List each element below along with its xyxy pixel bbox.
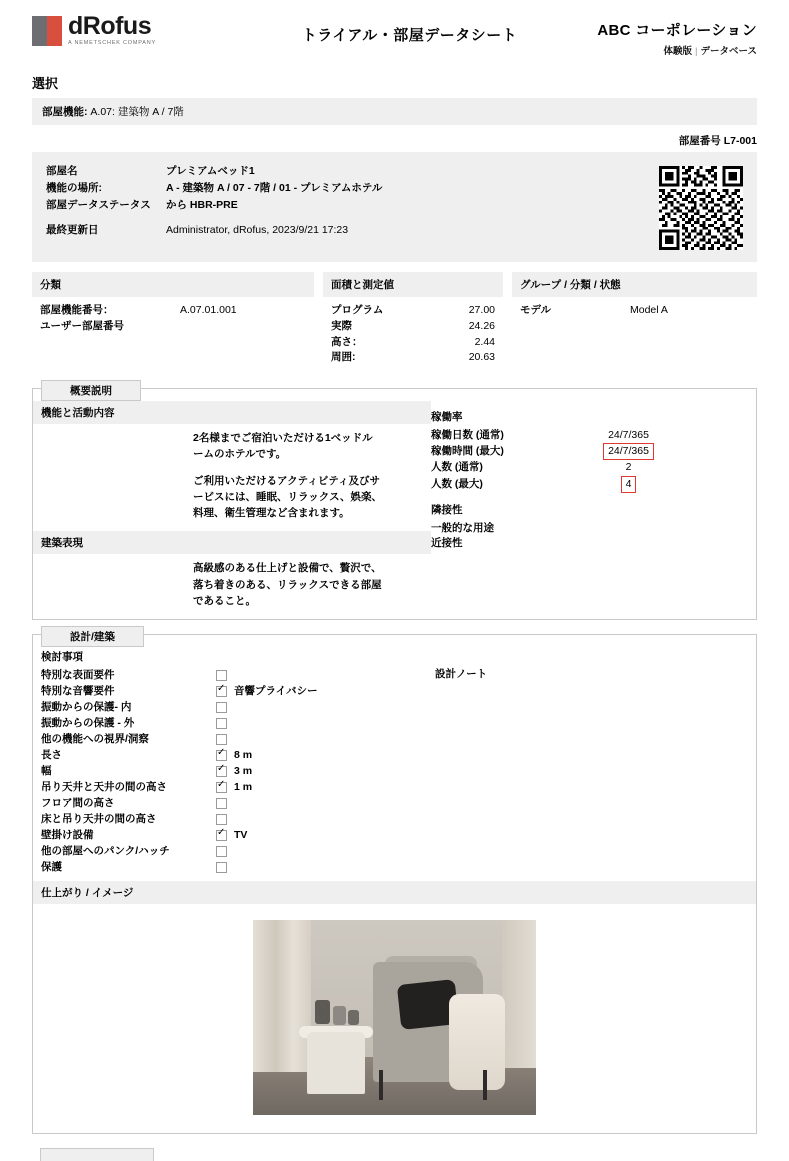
selection-heading: 選択 [32,76,59,91]
page-title: トライアル・部屋データシート [301,27,518,44]
group-key: モデル [520,304,551,316]
occupancy-row [431,428,748,443]
checklist-row[interactable] [33,747,431,763]
area-value: 24.26 [468,319,495,332]
checklist-label: 幅 [41,764,52,777]
design-tab: 設計/建築 [41,626,144,647]
occupancy-key: 人数 (最大) [431,477,483,490]
info-row [46,198,649,212]
info-row [46,181,649,195]
checklist-label: フロア間の高さ [41,796,115,809]
checkbox[interactable] [216,814,227,825]
checklist-row[interactable] [33,827,431,843]
checklist-row[interactable] [33,795,431,811]
finish-image-header: 仕上がり / イメージ [33,881,756,904]
organization-block [547,14,757,57]
checkbox[interactable] [216,766,227,777]
checklist-row[interactable] [33,859,431,875]
organization-subtitle: 体験版 | データベース [663,46,757,57]
room-number-line [32,133,757,148]
checklist-row[interactable] [33,715,431,731]
classification-value: A.07.01.001 [180,304,237,316]
checklist-label: 他の機能への視界/洞察 [41,732,149,745]
area-key: 高さ： [331,335,363,348]
checkbox[interactable] [216,750,227,761]
area-key: 実際 [331,319,352,332]
info-label: 部屋データステータス [46,199,151,212]
checklist-row[interactable] [33,699,431,715]
adjacency-row [431,521,748,536]
organization-edition: 体験版 [663,46,692,57]
design-notes-title: 設計ノート [435,668,488,681]
area-panel [323,272,503,374]
info-label: 機能の場所: [46,182,102,195]
room-number-value: L7-001 [723,135,757,147]
checklist-label: 壁掛け設備 [41,828,94,841]
selection-band-value: A.07: 建築物 A / 7階 [90,106,184,118]
area-row [331,335,495,351]
occupancy-value: 24/7/365 [608,429,649,441]
summary-panels [32,272,757,374]
checkbox[interactable] [216,734,227,745]
checkbox[interactable] [216,670,227,681]
overview-block [32,385,757,620]
checkbox[interactable] [216,686,227,697]
area-row [331,303,495,319]
selection-band [32,98,757,125]
checklist-label: 特別な音響要件 [41,684,115,697]
occupancy-row [431,460,748,475]
occupancy-value: 2 [625,461,632,474]
checkbox[interactable] [216,782,227,793]
group-value: Model A [630,304,668,316]
overview-subheader-function: 機能と活動内容 [33,401,431,424]
overview-subheader-architecture: 建築表現 [33,531,431,554]
occupancy-key: 稼働日数 (通常) [431,429,504,441]
area-value: 27.00 [468,304,495,316]
occupancy-row [431,476,748,493]
occupancy-value-highlighted: 4 [621,476,637,493]
area-value: 20.63 [468,351,495,364]
occupancy-key: 人数 (通常) [431,461,483,474]
adjacency-key: 近接性 [431,537,463,550]
adjacency-key: 一般的な用途 [431,521,494,534]
info-value: から HBR-PRE [166,199,238,212]
info-row [46,164,649,178]
checklist-row[interactable] [33,731,431,747]
room-interior-photo [253,920,536,1115]
info-value: プレミアムベッド1 [166,165,255,177]
area-row [331,350,495,366]
checklist-label: 他の部屋へのパンク/ハッチ [41,844,170,857]
classification-panel-header: 分類 [32,272,314,297]
checkbox[interactable] [216,830,227,841]
checklist-label: 吊り天井と天井の間の高さ [41,780,167,793]
classification-key: ユーザー部屋番号 [40,319,124,332]
architecture-description: 高級感のある仕上げと設備で、贅沢で、落ち着きのある、リラックスできる部屋であること。 [193,562,382,607]
area-row [331,319,495,335]
info-value: A - 建築物 A / 07 - 7階 / 01 - プレミアムホテル [166,182,383,195]
drofus-logo-icon [32,16,62,46]
checklist-value: 音響プライバシー [234,684,318,697]
checklist-row[interactable] [33,843,431,859]
group-panel [512,272,757,374]
room-info-box [32,152,757,262]
checkbox[interactable] [216,862,227,873]
area-value: 2.44 [474,335,495,348]
design-block [32,631,757,1134]
selection-band-label: 部屋機能: [42,106,88,118]
checklist-row[interactable] [33,683,431,699]
logo-tagline: A NEMETSCHEK COMPANY [68,40,157,46]
group-row [520,303,749,319]
qr-code-icon [659,166,743,250]
next-section-tab [32,1148,757,1158]
room-number-label: 部屋番号 [678,135,721,147]
checklist-value: 3 m [234,764,253,777]
area-panel-header: 面積と測定値 [323,272,503,297]
checklist-value: 1 m [234,780,253,793]
page-header [0,0,789,67]
checklist-row[interactable] [33,763,431,779]
organization-name: ABC コーポレーション [597,22,757,39]
checklist-label: 振動からの保護‐ 内 [41,700,132,713]
checklist-value: 8 m [234,748,253,761]
occupancy-key: 稼働時間 (最大) [431,445,504,458]
occupancy-row [431,443,748,460]
checkbox[interactable] [216,846,227,857]
classification-panel [32,272,314,374]
checkbox[interactable] [216,798,227,809]
overview-tab: 概要説明 [41,380,141,401]
adjacency-row [431,536,748,551]
occupancy-title: 稼働率 [431,411,463,423]
info-row [46,223,649,237]
checklist-label: 床と吊り天井の間の高さ [41,812,157,825]
brand-logo [32,14,272,47]
checklist-row[interactable] [33,667,431,683]
info-label: 最終更新日 [46,223,99,236]
area-key: プログラム [331,304,384,316]
checklist-label: 保護 [41,860,62,873]
checklist-row[interactable] [33,811,431,827]
overview-paragraph: 2名様までご宿泊いただける1ベッドルームのホテルです。 [193,432,373,461]
overview-description [193,430,383,521]
area-key: 周囲: [331,351,356,364]
classification-key: 部屋機能番号： [40,304,114,316]
info-value: Administrator, dRofus, 2023/9/21 17:23 [166,223,349,236]
organization-database: データベース [700,46,757,57]
checklist-row[interactable] [33,779,431,795]
logo-name: dRofus [68,12,152,40]
finish-image-area [33,904,756,1133]
checklist-title: 検討事項 [41,651,83,664]
checkbox[interactable] [216,718,227,729]
adjacency-title: 隣接性 [431,503,463,516]
info-label: 部屋名 [46,165,78,177]
checklist-label: 振動からの保護 - 外 [41,716,135,729]
checklist-value: TV [234,828,248,841]
group-panel-header: グループ / 分類 / 状態 [512,272,757,297]
classification-row [40,319,306,335]
checklist-label: 特別な表面要件 [41,668,115,681]
classification-row [40,303,306,319]
occupancy-value-highlighted: 24/7/365 [603,443,654,460]
checkbox[interactable] [216,702,227,713]
overview-paragraph: ご利用いただけるアクティビティ及びサービスには、睡眠、リラックス、娯楽、料理、衛生管理など含まれます。 [193,474,382,520]
checklist-label: 長さ [41,748,62,761]
